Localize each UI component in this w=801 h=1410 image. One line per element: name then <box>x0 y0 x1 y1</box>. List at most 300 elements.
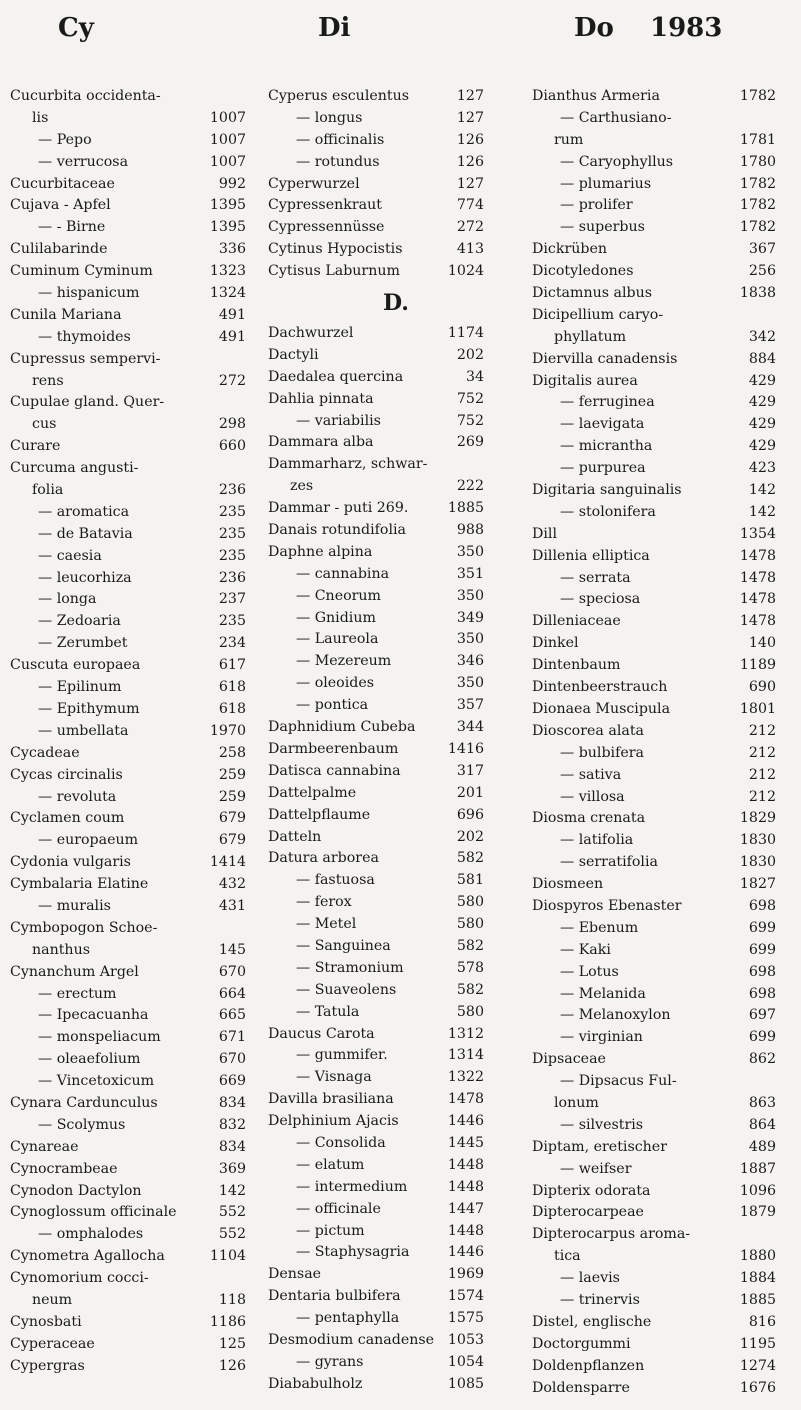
entry-term: Diosma crenata <box>532 810 646 827</box>
index-entry <box>532 589 794 611</box>
index-entry <box>10 524 262 546</box>
entry-term: — caesia <box>38 547 102 564</box>
entry-page-number: 357 <box>456 697 484 714</box>
entry-page-number: 350 <box>456 631 484 648</box>
index-entry <box>268 498 524 520</box>
entry-page-number: 1969 <box>447 1266 484 1283</box>
index-entry <box>268 783 524 805</box>
entry-term: Cycas circinalis <box>10 766 123 783</box>
entry-page-number: 1827 <box>739 876 776 893</box>
entry-page-number: 346 <box>456 653 484 670</box>
entry-page-number: 350 <box>456 587 484 604</box>
entry-page-number: 699 <box>748 941 776 958</box>
index-entry <box>532 349 794 371</box>
entry-term: — Pepo <box>38 131 92 148</box>
entry-term: — Zerumbet <box>38 635 128 652</box>
entry-page-number: 222 <box>456 478 484 495</box>
entry-page-number: 669 <box>218 1073 246 1090</box>
entry-page-number: 1096 <box>739 1182 776 1199</box>
entry-term: Dickrüben <box>532 241 607 258</box>
index-entry <box>268 323 524 345</box>
index-entry <box>10 984 262 1006</box>
entry-term: — laevis <box>560 1270 620 1287</box>
entry-term: — europaeum <box>38 832 139 849</box>
entry-term: Distel, englische <box>532 1313 652 1330</box>
entry-term: — intermedium <box>296 1178 408 1195</box>
entry-page-number: 1782 <box>739 197 776 214</box>
index-entry <box>10 962 262 984</box>
page-header <box>0 8 801 52</box>
index-entry <box>268 1242 524 1264</box>
index-entry <box>10 743 262 765</box>
entry-term: Digitalis aurea <box>532 372 638 389</box>
index-entry <box>532 808 794 830</box>
entry-term: Desmodium canadense <box>268 1331 435 1348</box>
entry-page-number: 317 <box>456 762 484 779</box>
entry-page-number: 1447 <box>447 1200 484 1217</box>
entry-page-number: 34 <box>465 368 484 385</box>
entry-page-number: 697 <box>748 1007 776 1024</box>
entry-term: Dipterocarpus aroma- <box>532 1226 691 1243</box>
index-entry <box>532 392 794 414</box>
entry-term: — fastuosa <box>296 872 375 889</box>
entry-term: tica <box>554 1248 581 1265</box>
entry-page-number: 582 <box>456 850 484 867</box>
index-entry <box>532 414 794 436</box>
entry-page-number: 235 <box>218 503 246 520</box>
index-entry <box>10 1290 262 1312</box>
entry-page-number: 1024 <box>447 263 484 280</box>
entry-page-number: 126 <box>456 131 484 148</box>
index-entry <box>268 1177 524 1199</box>
index-entry <box>10 239 262 261</box>
entry-term: — variabilis <box>296 412 381 429</box>
index-entry <box>532 1290 794 1312</box>
index-entry <box>10 1159 262 1181</box>
entry-term: Cytinus Hypocistis <box>268 241 403 258</box>
entry-term: — Dipsacus Ful- <box>560 1073 677 1090</box>
index-entry <box>268 1024 524 1046</box>
entry-term: — prolifer <box>560 197 633 214</box>
index-entry <box>268 108 524 130</box>
entry-page-number: 1104 <box>209 1248 246 1265</box>
entry-term: Cyperaceae <box>10 1335 95 1352</box>
entry-page-number: 1782 <box>739 88 776 104</box>
index-entry <box>532 217 794 239</box>
index-entry <box>10 502 262 524</box>
entry-page-number: 367 <box>748 241 776 258</box>
entry-page-number: 491 <box>218 306 246 323</box>
entry-page-number: 1274 <box>739 1357 776 1374</box>
entry-page-number: 256 <box>748 263 776 280</box>
entry-page-number: 1445 <box>447 1134 484 1151</box>
entry-page-number: 429 <box>748 394 776 411</box>
entry-term: Dianthus Armeria <box>532 88 660 104</box>
index-entry <box>268 1308 524 1330</box>
entry-term: Dinkel <box>532 635 579 652</box>
entry-term: — Staphysagria <box>296 1244 410 1261</box>
entry-term: — monspeliacum <box>38 1029 161 1046</box>
index-entry <box>10 940 262 962</box>
index-entry <box>532 327 794 349</box>
entry-term: — villosa <box>560 788 625 805</box>
entry-page-number: 201 <box>456 784 484 801</box>
entry-term: — Metel <box>296 916 357 933</box>
index-entry <box>10 852 262 874</box>
entry-page-number: 752 <box>456 390 484 407</box>
index-entry <box>532 940 794 962</box>
entry-term: — rotundus <box>296 153 380 170</box>
index-entry <box>268 739 524 761</box>
entry-term: Diervilla canadensis <box>532 350 678 367</box>
entry-page-number: 1054 <box>447 1353 484 1370</box>
index-entry <box>532 1268 794 1290</box>
entry-term: — leucorhiza <box>38 569 132 586</box>
entry-term: Daucus Carota <box>268 1025 375 1042</box>
entry-page-number: 1676 <box>739 1379 776 1396</box>
index-entry <box>10 655 262 677</box>
index-entry <box>268 936 524 958</box>
entry-term: Dipterix odorata <box>532 1182 651 1199</box>
index-entry <box>268 1155 524 1177</box>
entry-term: — officinale <box>296 1200 381 1217</box>
entry-page-number: 1414 <box>209 854 246 871</box>
entry-page-number: 1354 <box>739 525 776 542</box>
entry-page-number: 1575 <box>447 1310 484 1327</box>
entry-term: Cypressenkraut <box>268 197 382 214</box>
index-entry <box>10 1356 262 1378</box>
entry-term: Dammar - puti 269. <box>268 500 409 517</box>
entry-term: Dattelpalme <box>268 784 357 801</box>
index-entry <box>532 677 794 699</box>
entry-term: — Stramonium <box>296 959 404 976</box>
entry-page-number: 298 <box>218 416 246 433</box>
entry-page-number: 1478 <box>739 613 776 630</box>
index-entry <box>10 1224 262 1246</box>
entry-page-number: 752 <box>456 412 484 429</box>
index-entry <box>10 787 262 809</box>
entry-term: — Carthusiano- <box>560 109 672 126</box>
index-entry <box>532 436 794 458</box>
entry-term: Cymbopogon Schoe- <box>10 919 158 936</box>
entry-page-number: 862 <box>748 1051 776 1068</box>
entry-term: Dioscorea alata <box>532 722 644 739</box>
entry-term: neum <box>32 1291 73 1308</box>
entry-page-number: 1879 <box>739 1204 776 1221</box>
index-entry <box>10 1137 262 1159</box>
index-entry <box>10 305 262 327</box>
entry-term: Dachwurzel <box>268 325 354 342</box>
entry-term: Cynomorium cocci- <box>10 1270 149 1287</box>
entry-term: — weifser <box>560 1160 632 1177</box>
entry-term: Datisca cannabina <box>268 762 401 779</box>
entry-page-number: 126 <box>456 153 484 170</box>
entry-term: Diospyros Ebenaster <box>532 897 682 914</box>
entry-term: — Suaveolens <box>296 981 397 998</box>
entry-page-number: 235 <box>218 613 246 630</box>
entry-term: Cytisus Laburnum <box>268 263 400 280</box>
entry-page-number: 127 <box>456 88 484 104</box>
index-entry <box>268 1067 524 1089</box>
index-entry <box>10 414 262 436</box>
entry-page-number: 259 <box>218 788 246 805</box>
entry-page-number: 489 <box>748 1138 776 1155</box>
entry-page-number: 142 <box>748 482 776 499</box>
index-column-1 <box>10 86 262 1378</box>
entry-page-number: 258 <box>218 744 246 761</box>
entry-term: Diptam, eretischer <box>532 1138 667 1155</box>
index-entry <box>532 721 794 743</box>
entry-page-number: 1478 <box>447 1091 484 1108</box>
index-entry <box>10 699 262 721</box>
entry-page-number: 259 <box>218 766 246 783</box>
index-entry <box>10 1115 262 1137</box>
entry-term: rens <box>32 372 64 389</box>
entry-page-number: 1448 <box>447 1178 484 1195</box>
entry-term: — hispanicum <box>38 285 140 302</box>
index-entry <box>10 1005 262 1027</box>
index-entry <box>268 1221 524 1243</box>
entry-page-number: 992 <box>218 175 246 192</box>
entry-term: — Zedoaria <box>38 613 121 630</box>
index-entry <box>10 480 262 502</box>
entry-page-number: 1880 <box>739 1248 776 1265</box>
index-entry <box>532 283 794 305</box>
index-entry <box>10 765 262 787</box>
index-entry <box>532 305 794 327</box>
index-entry <box>268 651 524 673</box>
entry-term: Darmbeerenbaum <box>268 740 399 757</box>
entry-term: lonum <box>554 1094 599 1111</box>
entry-term: — Melanoxylon <box>560 1007 671 1024</box>
entry-page-number: 552 <box>218 1204 246 1221</box>
entry-term: — Gnidium <box>296 609 376 626</box>
index-entry <box>532 174 794 196</box>
entry-page-number: 670 <box>218 963 246 980</box>
entry-term: Datteln <box>268 828 322 845</box>
entry-page-number: 580 <box>456 894 484 911</box>
entry-term: — gummifer. <box>296 1047 388 1064</box>
entry-page-number: 142 <box>748 503 776 520</box>
index-entry <box>10 874 262 896</box>
page-number: 1983 <box>650 13 723 43</box>
entry-page-number: 1312 <box>447 1025 484 1042</box>
index-entry <box>10 1027 262 1049</box>
index-entry <box>268 542 524 564</box>
index-entry <box>268 1330 524 1352</box>
entry-term: — trinervis <box>560 1291 640 1308</box>
entry-term: Davilla brasiliana <box>268 1091 394 1108</box>
index-entry <box>268 892 524 914</box>
index-entry <box>532 239 794 261</box>
entry-term: — Ipecacuanha <box>38 1007 149 1024</box>
entry-term: phyllatum <box>554 328 627 345</box>
index-entry <box>10 918 262 940</box>
running-head-middle: Di <box>318 13 351 43</box>
index-entry <box>10 1246 262 1268</box>
index-entry <box>268 217 524 239</box>
entry-page-number: 679 <box>218 832 246 849</box>
index-entry <box>532 1224 794 1246</box>
entry-page-number: 1478 <box>739 569 776 586</box>
entry-term: Dictamnus albus <box>532 285 653 302</box>
entry-page-number: 1416 <box>447 740 484 757</box>
index-entry <box>532 1027 794 1049</box>
index-entry <box>268 1002 524 1024</box>
entry-page-number: 660 <box>218 438 246 455</box>
entry-page-number: 429 <box>748 372 776 389</box>
entry-term: Daphnidium Cubeba <box>268 719 416 736</box>
entry-page-number: 118 <box>218 1291 246 1308</box>
entry-page-number: 1970 <box>209 722 246 739</box>
entry-term: — bulbifera <box>560 744 644 761</box>
entry-term: Dammara alba <box>268 434 374 451</box>
entry-page-number: 671 <box>218 1029 246 1046</box>
entry-page-number: 237 <box>218 591 246 608</box>
entry-term: Cujava - Apfel <box>10 197 111 214</box>
entry-term: Danais rotundifolia <box>268 522 407 539</box>
index-entry <box>532 480 794 502</box>
entry-term: — muralis <box>38 897 111 914</box>
entry-page-number: 342 <box>748 328 776 345</box>
entry-term: — silvestris <box>560 1116 644 1133</box>
index-entry <box>10 611 262 633</box>
index-entry <box>532 458 794 480</box>
index-entry <box>10 371 262 393</box>
entry-term: Cucurbita occidenta- <box>10 88 161 104</box>
entry-term: Doctorgummi <box>532 1335 631 1352</box>
entry-term: zes <box>290 478 314 495</box>
entry-page-number: 582 <box>456 937 484 954</box>
entry-term: Dentaria bulbifera <box>268 1288 401 1305</box>
entry-term: — serrata <box>560 569 631 586</box>
index-entry <box>268 1133 524 1155</box>
entry-term: — Epilinum <box>38 679 122 696</box>
index-entry <box>268 827 524 849</box>
index-entry <box>268 1045 524 1067</box>
entry-page-number: 774 <box>456 197 484 214</box>
entry-page-number: 581 <box>456 872 484 889</box>
entry-page-number: 698 <box>748 963 776 980</box>
entry-page-number: 127 <box>456 109 484 126</box>
index-entry <box>532 1071 794 1093</box>
entry-term: — Sanguinea <box>296 937 391 954</box>
entry-page-number: 832 <box>218 1116 246 1133</box>
entry-term: Doldenpflanzen <box>532 1357 645 1374</box>
entry-page-number: 699 <box>748 919 776 936</box>
index-entry <box>10 152 262 174</box>
index-entry <box>532 1093 794 1115</box>
entry-term: Cynareae <box>10 1138 79 1155</box>
entry-term: Dintenbeerstrauch <box>532 679 668 696</box>
index-entry <box>268 805 524 827</box>
entry-page-number: 618 <box>218 700 246 717</box>
index-entry <box>268 1352 524 1374</box>
index-entry <box>268 608 524 630</box>
entry-term: rum <box>554 131 584 148</box>
index-entry <box>532 1115 794 1137</box>
index-entry <box>268 717 524 739</box>
entry-page-number: 491 <box>218 328 246 345</box>
entry-term: Cynara Cardunculus <box>10 1094 158 1111</box>
entry-page-number: 127 <box>456 175 484 192</box>
entry-page-number: 1782 <box>739 175 776 192</box>
index-entry <box>268 1089 524 1111</box>
index-entry <box>268 239 524 261</box>
entry-page-number: 145 <box>218 941 246 958</box>
entry-page-number: 665 <box>218 1007 246 1024</box>
entry-page-number: 988 <box>456 522 484 539</box>
entry-term: lis <box>32 109 49 126</box>
entry-page-number: 1446 <box>447 1244 484 1261</box>
index-entry <box>532 830 794 852</box>
entry-term: Cucurbitaceae <box>10 175 115 192</box>
entry-page-number: 1324 <box>209 285 246 302</box>
entry-term: Cycadeae <box>10 744 80 761</box>
entry-term: Culilabarinde <box>10 241 108 258</box>
entry-page-number: 212 <box>748 744 776 761</box>
entry-page-number: 140 <box>748 635 776 652</box>
index-entry <box>10 1181 262 1203</box>
index-entry <box>532 633 794 655</box>
entry-term: — de Batavia <box>38 525 133 542</box>
entry-page-number: 618 <box>218 679 246 696</box>
entry-page-number: 1885 <box>739 1291 776 1308</box>
entry-term: — ferruginea <box>560 394 655 411</box>
section-letter: D. <box>383 290 409 317</box>
entry-term: Cynometra Agallocha <box>10 1248 165 1265</box>
index-entry <box>532 1246 794 1268</box>
entry-page-number: 413 <box>456 241 484 258</box>
index-entry <box>268 1199 524 1221</box>
entry-page-number: 834 <box>218 1094 246 1111</box>
index-entry <box>10 86 262 108</box>
entry-term: Diosmeen <box>532 876 604 893</box>
entry-term: Curare <box>10 438 61 455</box>
entry-page-number: 212 <box>748 766 776 783</box>
index-entry <box>268 432 524 454</box>
index-entry <box>268 1264 524 1286</box>
entry-term: — Mezereum <box>296 653 392 670</box>
entry-term: — plumarius <box>560 175 652 192</box>
index-entry <box>10 633 262 655</box>
index-entry <box>532 152 794 174</box>
running-head-left: Cy <box>58 13 94 43</box>
entry-term: Digitaria sanguinalis <box>532 482 682 499</box>
entry-term: Cupulae gland. Quer- <box>10 394 165 411</box>
index-entry <box>10 130 262 152</box>
index-entry <box>532 962 794 984</box>
entry-term: cus <box>32 416 57 433</box>
entry-page-number: 1448 <box>447 1156 484 1173</box>
entry-term: Daedalea quercina <box>268 368 404 385</box>
entry-term: — laevigata <box>560 416 645 433</box>
index-entry <box>268 848 524 870</box>
entry-page-number: 699 <box>748 1029 776 1046</box>
entry-term: — Tatula <box>296 1003 360 1020</box>
index-entry <box>10 1093 262 1115</box>
index-entry <box>532 195 794 217</box>
index-entry <box>10 677 262 699</box>
entry-page-number: 864 <box>748 1116 776 1133</box>
entry-page-number: 1186 <box>209 1313 246 1330</box>
entry-term: — latifolia <box>560 832 634 849</box>
index-entry <box>10 896 262 918</box>
index-entry <box>532 655 794 677</box>
index-entry <box>532 1005 794 1027</box>
entry-term: Dammarharz, schwar- <box>268 456 428 473</box>
entry-term: Cynocrambeae <box>10 1160 118 1177</box>
